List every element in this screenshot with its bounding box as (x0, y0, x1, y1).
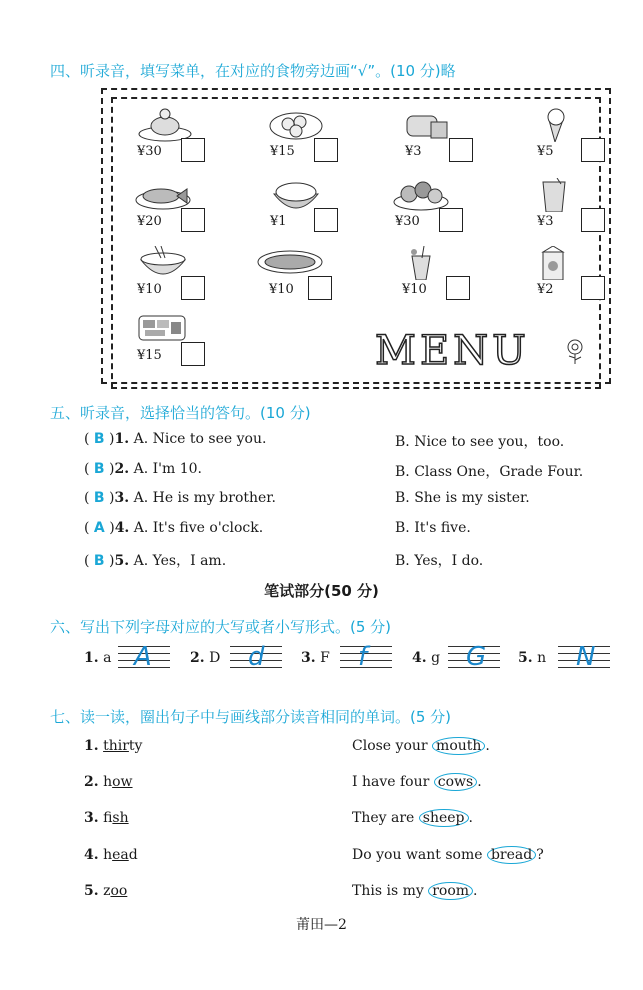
tick-box[interactable] (314, 138, 338, 162)
chicken-icon (135, 108, 195, 142)
section6-title: 六、写出下列字母对应的大写或者小写形式。(5 分) (50, 618, 392, 636)
answer-letter: B (93, 490, 105, 506)
price-label: ¥10 (137, 282, 162, 297)
price-label: ¥30 (395, 214, 420, 229)
tick-box[interactable] (181, 342, 205, 366)
word-item: 3. fish (84, 810, 129, 826)
tick-box[interactable] (181, 208, 205, 232)
word-item: 2. how (84, 774, 133, 790)
menu-item (525, 108, 635, 166)
word-item: 5. zoo (84, 883, 128, 899)
option-b: B. Nice to see you，too. (395, 434, 565, 450)
price-label: ¥10 (269, 282, 294, 297)
menu-item (125, 312, 235, 370)
ice-cream-icon (535, 108, 595, 142)
option-a: A. Yes，I am. (133, 553, 227, 569)
milk-icon (535, 246, 595, 280)
menu-item (525, 178, 635, 236)
fish-icon (135, 178, 195, 212)
answer-letter: B (93, 553, 105, 569)
menu-item (258, 178, 368, 236)
option-b: B. It's five. (395, 520, 471, 536)
rice-icon (268, 178, 328, 212)
tick-box[interactable] (439, 208, 463, 232)
bread-icon (403, 108, 463, 142)
cola-icon (535, 178, 595, 212)
price-label: ¥3 (537, 214, 554, 229)
sentence: Close your mouth . (352, 738, 490, 754)
option-b: B. She is my sister. (395, 490, 530, 506)
sentence: This is my room . (352, 883, 478, 899)
option-b: B. Yes，I do. (395, 553, 484, 569)
price-label: ¥2 (537, 282, 554, 297)
juice-icon (400, 246, 460, 280)
option-a: A. Nice to see you. (133, 431, 267, 447)
page-number: 莆田—2 (296, 917, 347, 933)
tick-box[interactable] (308, 276, 332, 300)
handwritten-answer: A (134, 642, 152, 672)
question-row: ( A )4. A. It's five o'clock. (84, 520, 264, 536)
underlined-part: ish (112, 810, 129, 826)
question-row: ( B )2. A. I'm 10. (84, 461, 202, 477)
dumplings-icon (268, 108, 328, 142)
sentence: Do you want some bread ? (352, 847, 544, 863)
answer-letter: A (93, 520, 105, 536)
menu-item (258, 108, 368, 166)
handwritten-answer: f (358, 642, 368, 672)
word-item: 4. head (84, 847, 138, 863)
underlined-part: oo (110, 883, 128, 899)
price-label: ¥3 (405, 144, 422, 159)
given-letter: F (320, 650, 330, 666)
sentence: I have four cows . (352, 774, 482, 790)
question-row: ( B )5. A. Yes，I am. (84, 553, 227, 569)
option-a: A. It's five o'clock. (133, 520, 264, 536)
tick-box[interactable] (314, 208, 338, 232)
tick-box[interactable] (181, 276, 205, 300)
circled-word: cows (434, 773, 477, 791)
sentence: They are sheep . (352, 810, 473, 826)
pizza-icon (255, 246, 325, 280)
tick-box[interactable] (181, 138, 205, 162)
fruit-icon (393, 178, 453, 212)
vegetables-icon (135, 312, 195, 346)
menu-item (393, 108, 503, 166)
answer-letter: B (93, 461, 105, 477)
price-label: ¥20 (137, 214, 162, 229)
tick-box[interactable] (446, 276, 470, 300)
given-letter: n (537, 650, 547, 666)
price-label: ¥1 (270, 214, 287, 229)
tick-box[interactable] (581, 208, 605, 232)
price-label: ¥30 (137, 144, 162, 159)
underlined-part: ow (112, 774, 133, 790)
circled-word: mouth (432, 737, 485, 755)
noodles-icon (135, 246, 195, 280)
section4-title: 四、听录音，填写菜单，在对应的食物旁边画“√”。(10 分)略 (50, 62, 456, 80)
handwritten-answer: G (466, 642, 487, 672)
option-a: A. I'm 10. (133, 461, 202, 477)
handwritten-answer: d (248, 642, 265, 672)
option-b: B. Class One，Grade Four. (395, 464, 584, 480)
flower-icon (563, 338, 587, 364)
menu-item (125, 108, 235, 166)
given-letter: D (209, 650, 221, 666)
circled-word: bread (487, 846, 536, 864)
tick-box[interactable] (449, 138, 473, 162)
underlined-part: ea (112, 847, 129, 863)
option-a: A. He is my brother. (133, 490, 276, 506)
price-label: ¥10 (402, 282, 427, 297)
tick-box[interactable] (581, 276, 605, 300)
answer-letter: B (93, 431, 105, 447)
menu-item (245, 246, 355, 304)
menu-item (125, 246, 235, 304)
underlined-part: thir (103, 738, 129, 754)
section7-title: 七、读一读，圈出句子中与画线部分读音相同的单词。(5 分) (50, 708, 452, 726)
question-row: ( B )3. A. He is my brother. (84, 490, 276, 506)
word-item: 1. thirty (84, 738, 143, 754)
circled-word: room (428, 882, 473, 900)
price-label: ¥5 (537, 144, 554, 159)
tick-box[interactable] (581, 138, 605, 162)
handwritten-answer: N (576, 642, 596, 672)
menu-item (383, 178, 493, 236)
price-label: ¥15 (137, 348, 162, 363)
section5-title: 五、听录音，选择恰当的答句。(10 分) (50, 404, 311, 422)
written-part-title: 笔试部分(50 分) (264, 582, 379, 600)
given-letter: a (103, 650, 112, 666)
menu-item (125, 178, 235, 236)
given-letter: g (431, 650, 441, 666)
circled-word: sheep (419, 809, 469, 827)
price-label: ¥15 (270, 144, 295, 159)
menu-item (525, 246, 635, 304)
menu-item (390, 246, 500, 304)
question-row: ( B )1. A. Nice to see you. (84, 431, 267, 447)
menu-word: MENU (375, 328, 530, 374)
